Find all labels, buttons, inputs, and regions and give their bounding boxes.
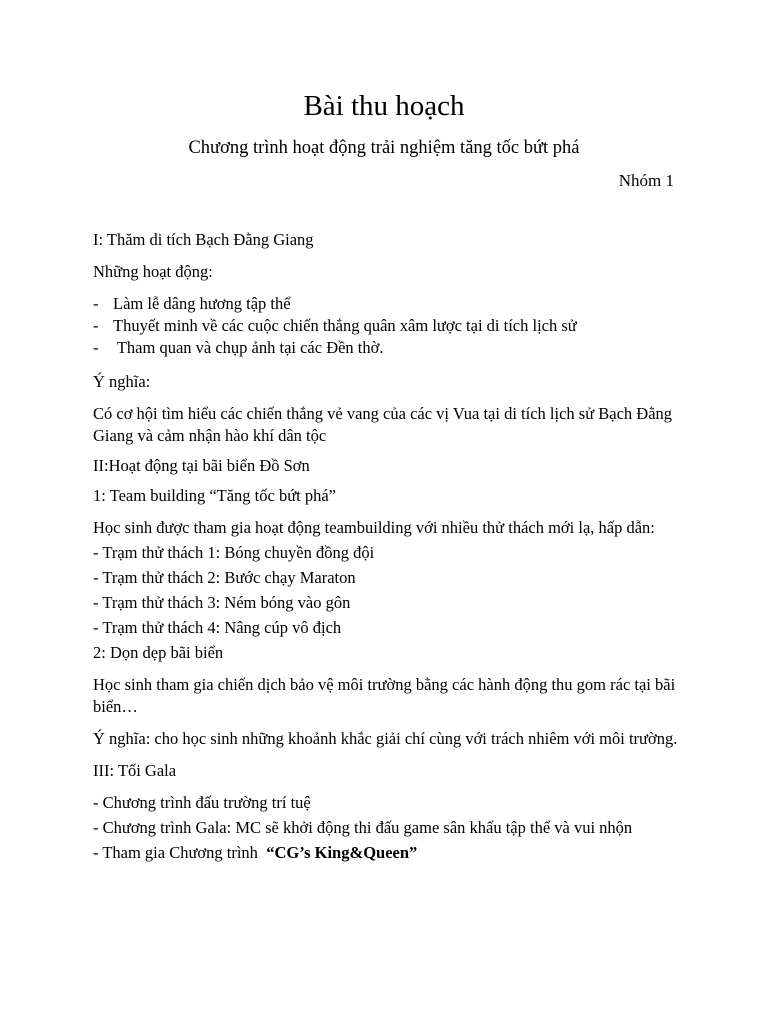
list-item: - Trạm thử thách 2: Bước chạy Maraton xyxy=(93,568,356,587)
document-subtitle: Chương trình hoạt động trải nghiệm tăng tốc bứt phá xyxy=(188,138,580,158)
section-3-heading: III: Tối Gala xyxy=(93,761,177,780)
gala-item-2: - Chương trình Gala: MC sẽ khởi động thi đấu game sân khấu tập thể và vui nhộn xyxy=(93,818,633,837)
section-2-meaning: Ý nghĩa: cho học sinh những khoảnh khắc giải chí cùng với trách nhiêm với môi trường. xyxy=(93,729,678,748)
meaning-text: Có cơ hội tìm hiểu các chiến thắng vẻ vang của các vị Vua tại di tích lịch sử Bạch Đằng Giang và cảm nhận hào khí dân tộc xyxy=(93,404,673,445)
list-item: - Trạm thử thách 1: Bóng chuyền đồng đội xyxy=(93,543,375,562)
list-item: - Trạm thử thách 3: Ném bóng vào gôn xyxy=(93,593,351,612)
list-item: - Thuyết minh về các cuộc chiến thắng quân xâm lược tại di tích lịch sử xyxy=(93,316,577,335)
section-1-heading: I: Thăm di tích Bạch Đằng Giang xyxy=(93,230,314,249)
activities-label: Những hoạt động: xyxy=(93,262,213,281)
activities-list xyxy=(93,293,693,359)
list-item: - Làm lễ dâng hương tập thể xyxy=(93,294,291,313)
group-label: Nhóm 1 xyxy=(618,171,674,190)
subsection-1-heading: 1: Team building “Tăng tốc bứt phá” xyxy=(93,486,337,505)
document-body xyxy=(93,229,693,864)
subsection-2-text: Học sinh tham gia chiến dịch bảo vệ môi trường bằng các hành động thu gom rác tại bãi biển… xyxy=(93,675,676,716)
gala-item-3: - Tham gia Chương trình “CG’s King&Queen” xyxy=(93,843,418,862)
subsection-1-intro: Học sinh được tham gia hoạt động teambuilding với nhiều thử thách mới lạ, hấp dẫn: xyxy=(93,518,655,537)
gala-item-1: - Chương trình đấu trường trí tuệ xyxy=(93,793,311,812)
stations-list xyxy=(93,542,693,639)
list-item: - Tham quan và chụp ảnh tại các Đền thờ. xyxy=(93,338,384,357)
meaning-label: Ý nghĩa: xyxy=(93,372,151,391)
section-2-heading: II:Hoạt động tại bãi biển Đồ Sơn xyxy=(93,456,310,475)
program-name: “CG’s King&Queen” xyxy=(266,843,418,862)
document-title: Bài thu hoạch xyxy=(303,90,465,122)
list-item: - Trạm thử thách 4: Nâng cúp vô địch xyxy=(93,618,342,637)
subsection-2-heading: 2: Dọn dẹp bãi biển xyxy=(93,643,224,662)
